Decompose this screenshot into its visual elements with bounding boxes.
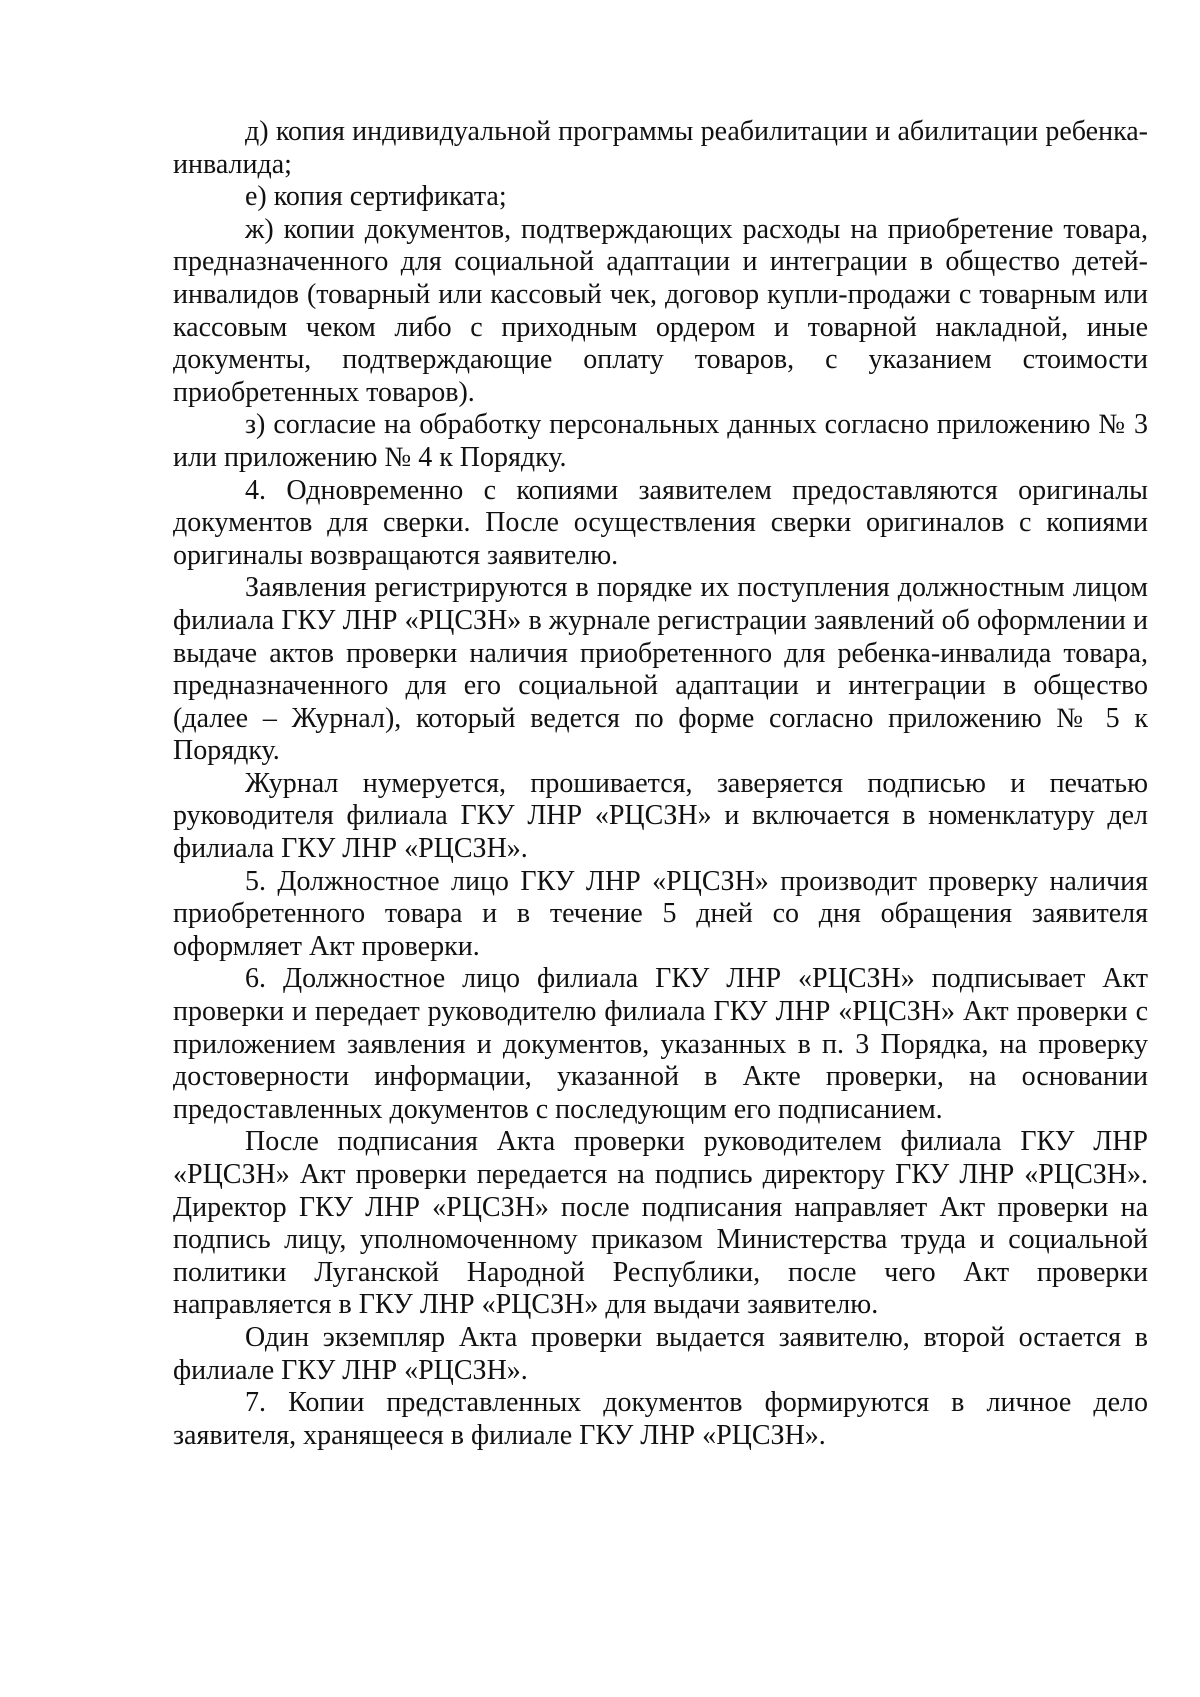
paragraph-item-z: з) согласие на обработку персональных данных согласно приложению № 3 или приложению № 4 к Порядку. <box>173 409 1148 473</box>
paragraph-copy-issue: Один экземпляр Акта проверки выдается заявителю, второй остается в филиале ГКУ ЛНР «РЦСЗН». <box>173 1321 1148 1386</box>
paragraph-clause-5: 5. Должностное лицо ГКУ ЛНР «РЦСЗН» производит проверку наличия приобретенного товара и в течение 5 дней со дня обращения заявителя оформляет Акт проверки. <box>173 865 1148 962</box>
paragraph-item-e: е) копия сертификата; <box>245 181 507 213</box>
paragraph-registration: Заявления регистрируются в порядке их поступления должностным лицом филиала ГКУ ЛНР «РЦСЗН» в журнале регистрации заявлений об оформлении и выдаче актов проверки наличия приобретенного для ребенка-инвалида товара, предназначенного для его социальной адаптации и интеграции в общество (далее – Журнал), который ведется по форме согласно приложению № 5 к Порядку. <box>173 572 1148 767</box>
document-page <box>173 116 1148 1452</box>
paragraph-clause-6: 6. Должностное лицо филиала ГКУ ЛНР «РЦСЗН» подписывает Акт проверки и передает руководителю филиала ГКУ ЛНР «РЦСЗН» Акт проверки с приложением заявления и документов, указанных в п. 3 Порядка, на проверку достоверности информации, указанной в Акте проверки, на основании предоставленных документов с последующим его подписанием. <box>173 963 1148 1125</box>
paragraph-item-zh: ж) копии документов, подтверждающих расходы на приобретение товара, предназначенного для социальной адаптации и интеграции в общество детей-инвалидов (товарный или кассовый чек, договор купли-продажи с товарным или кассовым чеком либо с приходным ордером и товарной накладной, иные документы, подтверждающие оплату товаров, с указанием стоимости приобретенных товаров). <box>173 213 1148 408</box>
paragraph-journal: Журнал нумеруется, прошивается, заверяется подписью и печатью руководителя филиала ГКУ ЛНР «РЦСЗН» и включается в номенклатуру дел филиала ГКУ ЛНР «РЦСЗН». <box>173 767 1148 865</box>
paragraph-clause-7: 7. Копии представленных документов формируются в личное дело заявителя, хранящееся в филиале ГКУ ЛНР «РЦСЗН». <box>173 1387 1148 1451</box>
paragraph-signing: После подписания Акта проверки руководителем филиала ГКУ ЛНР «РЦСЗН» Акт проверки передается на подпись директору ГКУ ЛНР «РЦСЗН». Директор ГКУ ЛНР «РЦСЗН» после подписания направляет Акт проверки на подпись лицу, уполномоченному приказом Министерства труда и социальной политики Луганской Народной Республики, после чего Акт проверки направляется в ГКУ ЛНР «РЦСЗН» для выдачи заявителю. <box>173 1126 1148 1321</box>
paragraph-item-d: д) копия индивидуальной программы реабилитации и абилитации ребенка-инвалида; <box>173 116 1148 180</box>
paragraph-clause-4: 4. Одновременно с копиями заявителем предоставляются оригиналы документов для сверки. После осуществления сверки оригиналов с копиями оригиналы возвращаются заявителю. <box>173 474 1148 571</box>
